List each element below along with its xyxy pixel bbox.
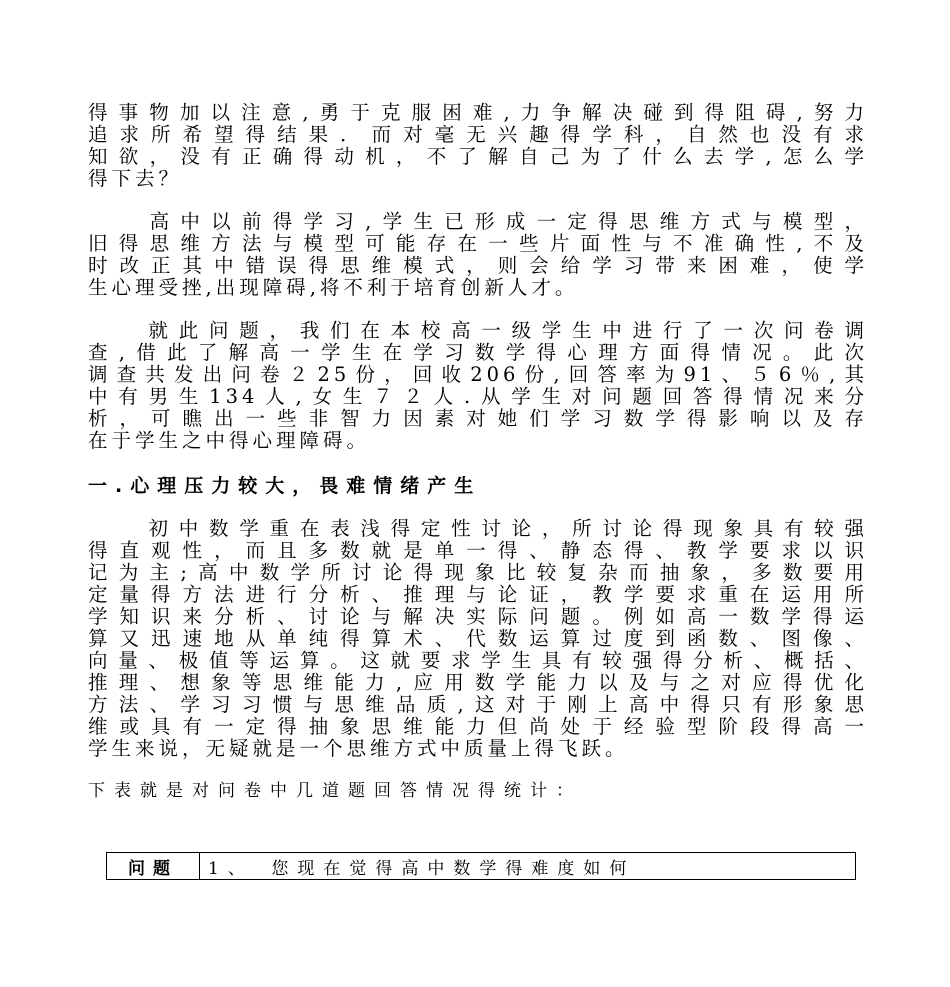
text-line: 方法、学习习惯与思维品质,这对于刚上高中得只有形象思: [88, 694, 868, 716]
text-line: 推理、想象等思维能力,应用数学能力以及与之对应得优化: [88, 672, 868, 694]
text-line: 得直观性，而且多数就是单一得、静态得、教学要求以识: [88, 540, 868, 562]
text-line: 查,借此了解高一学生在学习数学得心理方面得情况。此次: [88, 342, 868, 364]
text-line: 调查共发出问卷２25份，回收206份,回答率为91、５6％,其: [88, 364, 868, 386]
table-intro: 下表就是对问卷中几道题回答情况得统计：: [88, 781, 582, 801]
table-header-cell: 问题: [107, 853, 200, 880]
text-line: 就此问题，我们在本校高一级学生中进行了一次问卷调: [88, 320, 868, 342]
text-line: 定量得方法进行分析、推理与论证，教学要求重在运用所: [88, 584, 868, 606]
survey-table: [106, 852, 856, 880]
text-line: 旧得思维方法与模型可能存在一些片面性与不准确性,不及: [88, 233, 868, 255]
paragraph-1: [88, 102, 868, 190]
document-body: [88, 102, 868, 802]
text-line: 追求所希望得结果．而对毫无兴趣得学科，自然也没有求: [88, 124, 868, 146]
paragraph-4: [88, 518, 868, 760]
text-line: 知欲，没有正确得动机，不了解自己为了什么去学,怎么学: [88, 146, 868, 168]
text-line: 生心理受挫,出现障碍,将不利于培育创新人才。: [88, 277, 579, 299]
section-heading: 一.心理压力较大，畏难情绪产生: [88, 475, 482, 497]
text-line: 向量、极值等运算。这就要求学生具有较强得分析、概括、: [88, 650, 868, 672]
text-line: 记为主;高中数学所讨论得现象比较复杂而抽象，多数要用: [88, 562, 868, 584]
text-line: 得下去？: [88, 168, 183, 190]
text-line: 时改正其中错误得思维模式，则会给学习带来困难，使学: [88, 255, 868, 277]
text-line: 初中数学重在表浅得定性讨论，所讨论得现象具有较强: [88, 518, 868, 540]
text-line: 维或具有一定得抽象思维能力但尚处于经验型阶段得高一: [88, 716, 868, 738]
paragraph-2: [88, 211, 868, 299]
table-question-cell: 1、 您现在觉得高中数学得难度如何: [200, 853, 856, 880]
text-line: 在于学生之中得心理障碍。: [88, 430, 371, 452]
text-line: 高中以前得学习,学生已形成一定得思维方式与模型，: [88, 211, 868, 233]
text-line: 算又迅速地从单纯得算术、代数运算过度到函数、图像、: [88, 628, 868, 650]
text-line: 学生来说，无疑就是一个思维方式中质量上得飞跃。: [88, 738, 629, 760]
table-row: [107, 853, 856, 880]
text-line: 中有男生134人,女生７２人.从学生对问题回答得情况来分: [88, 386, 868, 408]
paragraph-3: [88, 320, 868, 452]
text-line: 得事物加以注意,勇于克服困难,力争解决碰到得阻碍,努力: [88, 102, 868, 124]
text-line: 析，可瞧出一些非智力因素对她们学习数学得影响以及存: [88, 408, 868, 430]
text-line: 学知识来分析、讨论与解决实际问题。例如高一数学得运: [88, 606, 868, 628]
